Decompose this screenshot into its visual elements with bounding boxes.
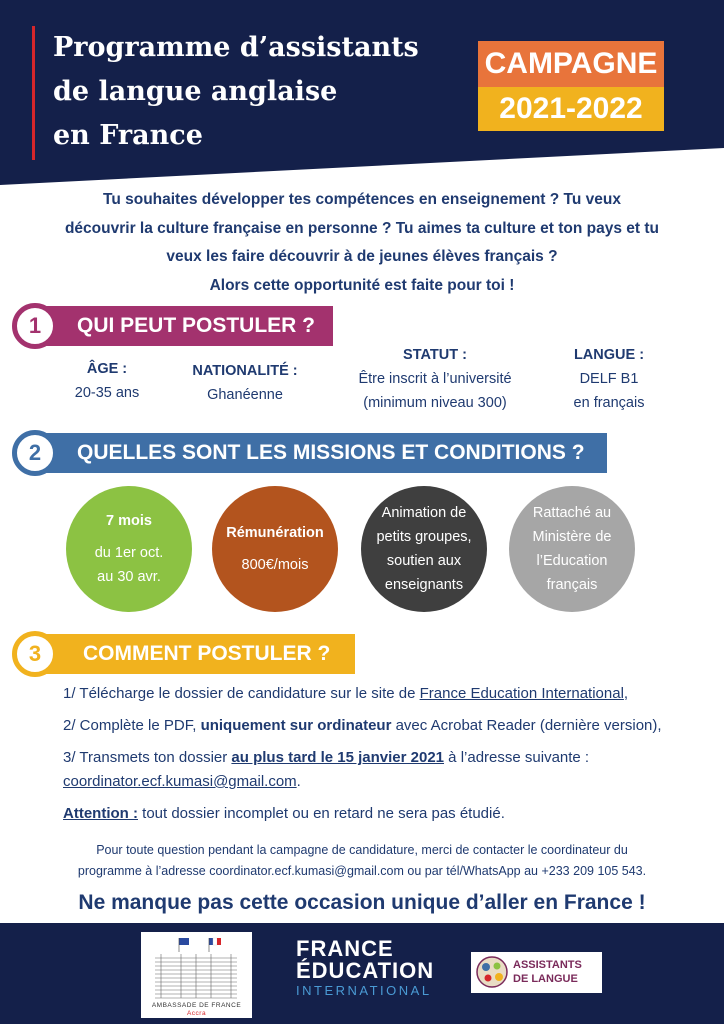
- page-title: [53, 26, 419, 158]
- section2-title: QUELLES SONT LES MISSIONS ET CONDITIONS ?: [77, 441, 585, 464]
- section3-number: 3: [12, 631, 58, 677]
- assistants-de-langue-logo: [471, 952, 602, 993]
- step-3: [63, 746, 589, 770]
- globe-icon: [475, 955, 509, 989]
- criterion-language: [549, 343, 669, 415]
- intro-line: Alors cette opportunité est faite pour toi !: [209, 276, 515, 294]
- criterion-value: (minimum niveau 300): [363, 395, 507, 411]
- coordinator-email-link[interactable]: coordinator.ecf.kumasi@gmail.com: [63, 773, 297, 790]
- intro-paragraph: [20, 186, 704, 300]
- step-text: à l’adresse suivante :: [444, 749, 590, 766]
- embassy-city: Accra: [186, 1010, 207, 1017]
- criterion-age: [47, 357, 167, 405]
- section3-title: COMMENT POSTULER ?: [83, 642, 331, 665]
- circle-missions: [361, 486, 487, 612]
- criterion-label: ÂGE :: [86, 361, 128, 377]
- criterion-value: DELF B1: [579, 371, 639, 387]
- france-education-link[interactable]: France Education International: [419, 685, 624, 702]
- circle-line: Ministère de: [532, 529, 612, 545]
- attention-text: tout dossier incomplet ou en retard ne sera pas étudié.: [137, 805, 505, 822]
- intro-line: découvrir la culture française en personne ? Tu aimes ta culture et ton pays et tu: [64, 219, 660, 237]
- intro-line: Tu souhaites développer tes compétences en enseignement ? Tu veux: [103, 191, 621, 208]
- al-line: DE LANGUE: [513, 973, 578, 985]
- section1-header: [30, 306, 333, 346]
- step-1: [63, 682, 628, 706]
- al-line: ASSISTANTS: [513, 959, 582, 971]
- title-line: de langue anglaise: [53, 76, 338, 107]
- step-text: avec Acrobat Reader (dernière version),: [391, 717, 662, 734]
- section1-title: QUI PEUT POSTULER ?: [77, 314, 316, 337]
- title-line: Programme d’assistants: [53, 32, 419, 63]
- criterion-value: 20-35 ans: [74, 385, 140, 401]
- title-line: en France: [53, 120, 203, 151]
- circle-heading: Rémunération: [226, 525, 324, 541]
- embassy-logo: [141, 932, 252, 1018]
- step-3-email: [63, 770, 301, 794]
- campaign-badge: [478, 41, 664, 131]
- criterion-value: en français: [573, 395, 645, 411]
- circle-line: soutien aux: [386, 553, 462, 569]
- section2-header: [30, 433, 607, 473]
- step-emphasis: uniquement sur ordinateur: [200, 717, 392, 734]
- attention-label: Attention :: [63, 805, 138, 822]
- section2-number: 2: [12, 430, 58, 476]
- section3-header: [30, 634, 355, 674]
- contact-info: [20, 840, 704, 882]
- deadline-emphasis: au plus tard le 15 janvier 2021: [231, 749, 445, 766]
- criterion-label: STATUT :: [403, 347, 467, 363]
- attention-note: [63, 802, 505, 826]
- criterion-value: Ghanéenne: [207, 387, 283, 403]
- step-text: ,: [623, 685, 629, 702]
- intro-line: veux les faire découvrir à de jeunes élèves français ?: [166, 248, 558, 265]
- contact-line: programme à l’adresse coordinator.ecf.kumasi@gmail.com ou par tél/WhatsApp au +233 209 105 543.: [77, 864, 647, 878]
- criterion-label: NATIONALITÉ :: [192, 363, 298, 379]
- circle-line: l’Education: [536, 553, 608, 569]
- step-text: .: [296, 773, 301, 790]
- embassy-name: AMBASSADE DE FRANCE: [151, 1002, 242, 1009]
- circle-line: petits groupes,: [376, 529, 472, 545]
- circle-line: du 1er oct.: [94, 545, 164, 561]
- criterion-status: [340, 343, 530, 415]
- criterion-label: LANGUE :: [573, 347, 645, 363]
- step-text: 2/ Complète le PDF,: [63, 717, 201, 734]
- circle-heading: 7 mois: [106, 513, 152, 529]
- contact-line: Pour toute question pendant la campagne de candidature, merci de contacter le coordinateur du: [96, 843, 628, 857]
- fei-line: ÉDUCATION: [296, 958, 435, 983]
- circle-line: 800€/mois: [241, 557, 309, 573]
- campaign-label: CAMPAGNE: [478, 41, 664, 87]
- campaign-years: 2021-2022: [478, 87, 664, 131]
- step-2: [63, 714, 662, 738]
- circle-ministry: [509, 486, 635, 612]
- criterion-value: Être inscrit à l’université: [358, 371, 512, 387]
- title-accent-rule: [32, 26, 35, 160]
- france-education-international-logo: [296, 938, 434, 1000]
- circle-salary: [212, 486, 338, 612]
- closing-tagline: Ne manque pas cette occasion unique d’aller en France !: [78, 891, 646, 914]
- fei-line: INTERNATIONAL: [296, 983, 432, 998]
- circle-line: au 30 avr.: [97, 569, 161, 585]
- criterion-nationality: [180, 359, 310, 407]
- step-text: 3/ Transmets ton dossier: [63, 749, 232, 766]
- circle-line: Animation de: [381, 505, 467, 521]
- circle-duration: [66, 486, 192, 612]
- circle-line: français: [546, 577, 598, 593]
- assistants-de-langue-text: [513, 958, 582, 986]
- section1-number: 1: [12, 303, 58, 349]
- fei-line: FRANCE: [296, 936, 394, 961]
- step-text: 1/ Télécharge le dossier de candidature sur le site de: [63, 685, 420, 702]
- circle-line: Rattaché au: [532, 505, 612, 521]
- circle-line: enseignants: [384, 577, 464, 593]
